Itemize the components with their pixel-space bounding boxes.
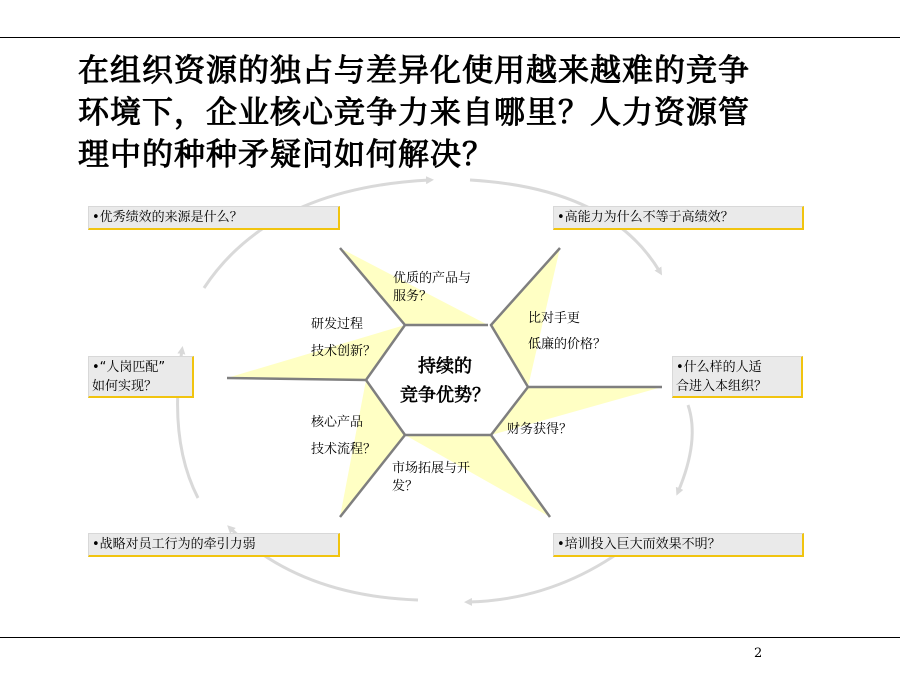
label-lower-left-line1: 核心产品 — [311, 415, 364, 430]
title-line-1: 在组织资源的独占与差异化使用越来越难的竞争 — [78, 53, 750, 89]
label-lower-left-line2: 技术流程？ — [311, 442, 377, 457]
label-upper-right-line2: 低廉的价格？ — [528, 337, 607, 352]
box-top-left-text: •优秀绩效的来源是什么？ — [92, 210, 243, 225]
box-bottom-right — [553, 533, 804, 557]
box-mid-right-line2: 合进入本组织？ — [676, 379, 768, 394]
label-top-line2: 服务？ — [393, 289, 433, 304]
box-mid-right-line1: •什么样的人适 — [676, 360, 762, 375]
box-top-right-text: •高能力为什么不等于高绩效？ — [557, 210, 734, 225]
box-top-right — [553, 206, 804, 230]
box-mid-left-line2: 如何实现？ — [92, 379, 158, 394]
center-line-2: 竞争优势？ — [400, 385, 490, 406]
box-bottom-right-text: •培训投入巨大而效果不明？ — [557, 537, 721, 552]
label-lower-left — [311, 414, 376, 459]
box-bottom-left-text: •战略对员工行为的牵引力弱 — [92, 537, 256, 552]
label-upper-left-line1: 研发过程 — [311, 317, 364, 332]
title-line-3: 理中的种种矛疑问如何解决？ — [78, 137, 494, 173]
center-line-1: 持续的 — [418, 356, 472, 377]
label-lower-right-text: 财务获得？ — [507, 422, 573, 437]
label-top-line1: 优质的产品与 — [393, 271, 472, 286]
label-bottom-line2: 发？ — [392, 479, 419, 494]
box-bottom-left — [88, 533, 340, 557]
box-top-left — [88, 206, 340, 230]
cycle-arc-right — [678, 405, 692, 492]
box-mid-left — [88, 356, 194, 398]
center-label — [385, 352, 505, 410]
label-upper-right — [528, 310, 606, 354]
label-lower-right — [507, 421, 572, 439]
label-bottom-line1: 市场拓展与开 — [392, 461, 471, 476]
title-line-2: 环境下，企业核心竞争力来自哪里？人力资源管 — [78, 95, 750, 131]
page-number: 2 — [754, 646, 763, 661]
label-upper-left — [311, 316, 376, 361]
label-top — [393, 270, 471, 306]
label-upper-right-line1: 比对手更 — [528, 311, 581, 326]
box-mid-right — [672, 356, 803, 398]
label-bottom — [392, 460, 470, 496]
box-mid-left-line1: •“人岗匹配” — [92, 360, 166, 375]
label-upper-left-line2: 技术创新？ — [311, 344, 377, 359]
